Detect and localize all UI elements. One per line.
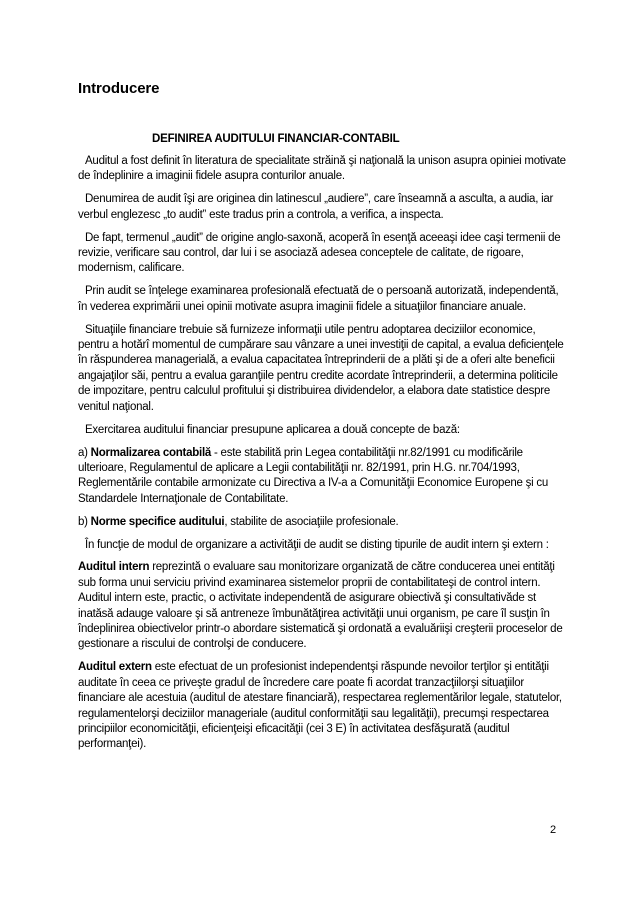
concept-b-text: , stabilite de asociaţiile profesionale. [224, 515, 399, 528]
term-norme-specifice: Norme specifice auditului [90, 515, 225, 528]
term-normalizarea-contabila: Normalizarea contabilă [90, 446, 212, 459]
paragraph-audit-meaning: Prin audit se înţelege examinarea profesională efectuată de o persoană autorizată, independentă, în vederea exprimării unei opinii motivate asupra imaginii fidele a situaţiilor financiare anuale. [78, 285, 559, 313]
internal-audit-text: reprezintă o evaluare sau monitorizare organizată de către conducerea unei entităţi sub forma unui serviciu privind examinarea sistemelor proprii de contabilitateşi de control intern. Auditul intern este, practic, o activitate independentă de asigurare obiectivă şi consultativăde st inatăsă adauge valoare şi să antreneze îmbunătăţirea activităţii unui organism, pe care îl susţin în îndeplinirea obiectivelor printr-o abordare sistematică şi ordonată a evaluăriişi creşterii proceselor de gestionare a riscului de controlşi de conducere. [78, 561, 563, 651]
list-marker-b: b) [78, 515, 91, 528]
term-auditul-intern: Auditul intern [78, 561, 150, 574]
list-marker-a: a) [78, 446, 91, 459]
paragraph-audit-types: În funcţie de modul de organizare a activităţii de audit se disting tipurile de audit intern şi extern : [85, 538, 549, 551]
page-title: Introducere [78, 80, 160, 97]
paragraph-concept-a [78, 446, 568, 508]
paragraph-audit-definition: Auditul a fost definit în literatura de specialitate străină şi naţională la unison asupra opiniei motivate de îndeplinire a imaginii fidele asupra conturilor anuale. [78, 155, 566, 183]
concept-a-text: - este stabilită prin Legea contabilităţii nr.82/1991 cu modificările ulterioare, Regulamentul de aplicare a Legii contabilităţii nr. 82/1991, prin H.G. nr.704/1993, Reglementările contabile armonizate cu Directiva a IV-a a Comunităţii Economice Europene şi cu Standardele Internaţionale de Contabilitate. [78, 446, 548, 505]
paragraph-base-concepts: Exercitarea auditului financiar presupune aplicarea a două concepte de bază: [85, 423, 460, 436]
paragraph-concept-b [78, 515, 568, 530]
paragraph-external-audit [78, 660, 568, 752]
paragraph-internal-audit [78, 560, 568, 652]
external-audit-text: este efectuat de un profesionist independentşi răspunde nevoilor terţilor şi entităţii auditate în ceea ce priveşte gradul de încredere care poate fi acordat tranzacţiilorşi situaţiilor financiare ale acestuia (auditul de atestare financiară), respectarea reglementărilor legale, statutelor, regulamentelorşi deciziilor manageriale (auditul conformităţii sau legalităţii), precumşi respectarea principiilor economicităţii, eficienţeişi eficacităţii (cei 3 E) în activitatea desfăşurată (auditul performanţei). [78, 661, 562, 751]
paragraph-audit-term: De fapt, termenul „audit” de origine anglo-saxonă, acoperă în esenţă aceeaşi idee caşi termenii de revizie, verificare sau control, dar lui i se asociază adesea conceptele de calitate, de rigoare, modernism, calificare. [78, 231, 561, 275]
section-title: DEFINIREA AUDITULUI FINANCIAR-CONTABIL [152, 133, 400, 145]
term-auditul-extern: Auditul extern [78, 661, 152, 674]
paragraph-audit-origin: Denumirea de audit îşi are originea din latinescul „audiere”, care înseamnă a asculta, a audia, iar verbul englezesc „to audit” este tradus prin a controla, a verifica, a inspecta. [78, 193, 554, 221]
page-number: 2 [550, 824, 557, 836]
paragraph-financial-statements: Situaţiile financiare trebuie să furnizeze informaţii utile pentru adoptarea deciziilor economice, pentru a hotărî momentul de cumpărare sau vânzare a unei investiţii de capital, a evalua deficienţele în răspunderea managerială, a evalua capacitatea întreprinderii de a plăti şi de a oferi alte beneficii angajaţilor săi, pentru a evalua garanţiile pentru credite acordate întreprinderii, a determina politicile de impozitare, pentru calculul profitului şi distribuirea dividendelor, a elabora date statistice despre venitul naţional. [78, 323, 564, 413]
document-body [78, 154, 568, 760]
